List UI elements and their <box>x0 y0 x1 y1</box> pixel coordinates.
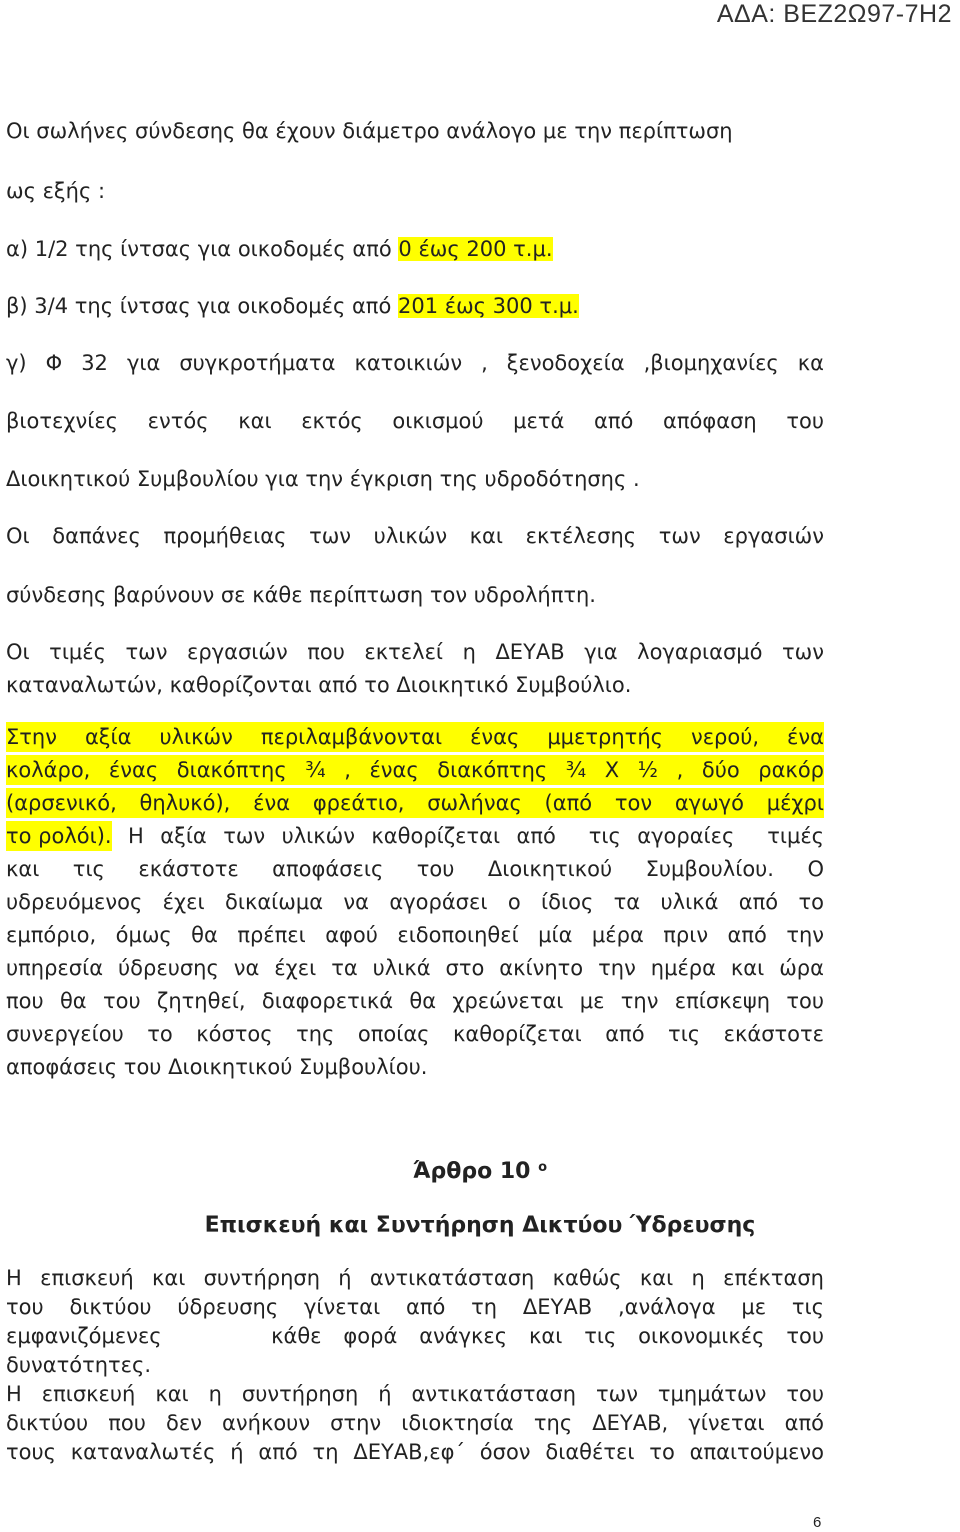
costs-line: σύνδεσης βαρύνουν σε κάθε περίπτωση τον υδρολήπτη. <box>6 583 596 607</box>
repair-line: Η επισκευή και συντήρηση ή αντικατάσταση καθώς και η επέκταση <box>6 1266 824 1290</box>
list-item-b-text: β) 3/4 της ίντσας για οικοδομές από <box>6 294 398 318</box>
materials-line-highlighted: Στην αξία υλικών περιλαμβάνονται ένας μμετρητής νερού, ένα <box>6 722 824 752</box>
article-title: Επισκευή και Συντήρηση Δικτύου Ύδρευσης <box>204 1213 756 1238</box>
materials-highlight: το ρολόι). <box>6 821 112 851</box>
prices-line: καταναλωτών, καθορίζονται από το Διοικητικό Συμβούλιο. <box>6 673 632 697</box>
materials-text: Η αξία των υλικών καθορίζεται από τις αγοραίες τιμές <box>111 824 824 848</box>
highlight-range-b: 201 έως 300 τ.μ. <box>397 294 579 318</box>
ada-code: ΑΔΑ: ΒΕΖ2Ω97-7Η2 <box>716 0 952 28</box>
materials-line: αποφάσεις του Διοικητικού Συμβουλίου. <box>6 1055 428 1079</box>
materials-line: υδρευόμενος έχει δικαίωμα να αγοράσει ο ίδιος τα υλικά από το <box>6 890 824 914</box>
intro-line: Οι σωλήνες σύνδεσης θα έχουν διάμετρο ανάλογο με την περίπτωση <box>6 119 733 143</box>
article-number <box>0 1157 960 1187</box>
repair-line: εμφανιζόμενες κάθε φορά ανάγκες και τις οικονομικές του <box>6 1324 824 1348</box>
materials-line: που θα του ζητηθεί, διαφορετικά θα χρεώνεται με την επίσκεψη του <box>6 989 824 1013</box>
page-number: 6 <box>813 1514 822 1531</box>
materials-line-highlighted: κολάρο, ένας διακόπτης ¾ , ένας διακόπτης ¾ Χ ½ , δύο ρακόρ <box>6 755 824 785</box>
list-item-c-line: Διοικητικού Συμβουλίου για την έγκριση της υδροδότησης . <box>6 467 640 491</box>
list-item-a-text: α) 1/2 της ίντσας για οικοδομές από <box>6 237 399 261</box>
article-number-sup: ο <box>538 1160 548 1175</box>
materials-line: υπηρεσία ύδρευσης να έχει τα υλικά στο ακίνητο την ημέρα και ώρα <box>6 956 824 980</box>
materials-line: εμπόριο, όμως θα πρέπει αφού ειδοποιηθεί μία μέρα πριν από την <box>6 923 824 947</box>
materials-line-highlighted: (αρσενικό, θηλυκό), ένα φρεάτιο, σωλήνας (από τον αγωγό μέχρι <box>6 788 824 818</box>
list-item-b <box>6 291 579 321</box>
repair-line: Η επισκευή και η συντήρηση ή αντικατάσταση των τμημάτων του <box>6 1382 824 1406</box>
article-number-text: Άρθρο 10 <box>412 1159 531 1184</box>
repair-line: τους καταναλωτές ή από τη ΔΕΥΑΒ,εφ΄ όσον διαθέτει το απαιτούμενο <box>6 1440 824 1464</box>
list-item-c-line: βιοτεχνίες εντός και εκτός οικισμού μετά από απόφαση του <box>6 409 824 433</box>
materials-line <box>6 821 824 851</box>
intro-line: ως εξής : <box>6 179 106 203</box>
list-item-c-line: γ) Φ 32 για συγκροτήματα κατοικιών , ξενοδοχεία ,βιομηχανίες κα <box>6 351 824 375</box>
list-item-a <box>6 234 553 264</box>
repair-line: του δικτύου ύδρευσης γίνεται από τη ΔΕΥΑΒ ,ανάλογα με τις <box>6 1295 824 1319</box>
prices-line: Οι τιμές των εργασιών που εκτελεί η ΔΕΥΑΒ για λογαριασμό των <box>6 640 824 664</box>
costs-line: Οι δαπάνες προμήθειας των υλικών και εκτέλεσης των εργασιών <box>6 524 824 548</box>
materials-line: συνεργείου το κόστος της οποίας καθορίζεται από τις εκάστοτε <box>6 1022 824 1046</box>
repair-line: δυνατότητες. <box>6 1353 152 1377</box>
highlight-range-a: 0 έως 200 τ.μ. <box>398 237 553 261</box>
materials-line: και τις εκάστοτε αποφάσεις του Διοικητικού Συμβουλίου. Ο <box>6 857 824 881</box>
repair-line: δικτύου που δεν ανήκουν στην ιδιοκτησία της ΔΕΥΑΒ, γίνεται από <box>6 1411 824 1435</box>
